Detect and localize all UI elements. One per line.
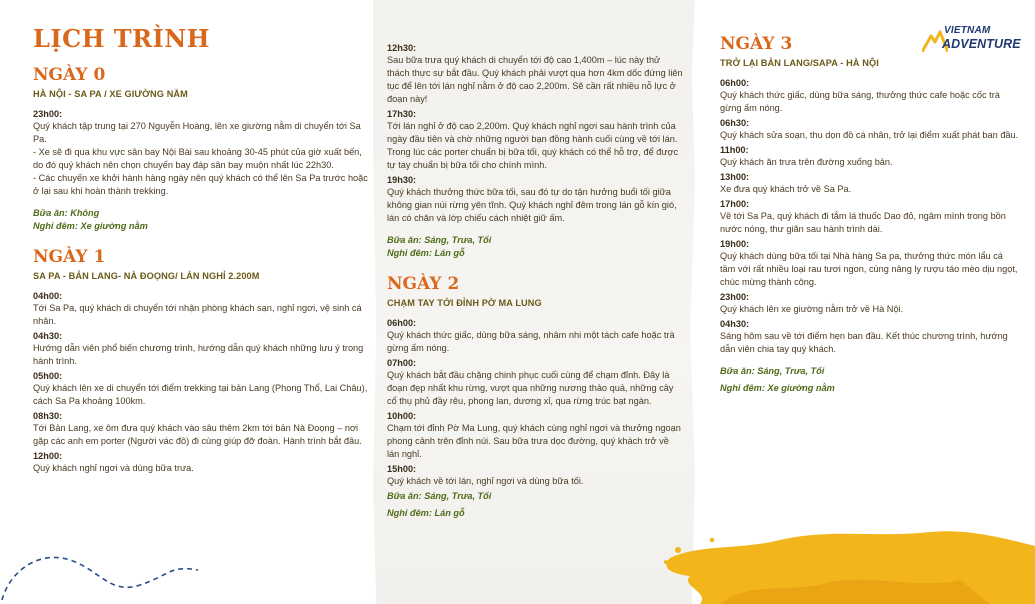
paint-splash-decoration (660, 510, 1035, 604)
entry-text: Quý khách lên xe di chuyển tới điểm trekking tại bản Lang (Phong Thổ, Lai Châu), cách Sa Pa khoảng 100km. (33, 383, 368, 406)
entry-text: Quý khách nghỉ ngơi và dùng bữa trưa. (33, 463, 194, 473)
entry-text: Quý khách sửa soạn, thu dọn đồ cá nhân, trở lại điểm xuất phát ban đầu. (720, 130, 1019, 140)
entry-text: Tới lán nghỉ ở độ cao 2,200m. Quý khách nghỉ ngơi sau hành trình của ngày đầu tiên và chờ những người bạn đồng hành cuối cùng về tới lán. Trong lúc các porter chuẩn bị bữa tối, quý khách có thể hỗ trợ, để được tự tay chuẩn bị bữa tối cho chính mình. (387, 121, 679, 170)
entry-text: Quý khách thức giấc, dùng bữa sáng, nhâm nhi một tách cafe hoặc trà gừng ấm nóng. (387, 330, 675, 353)
column-middle (387, 40, 683, 520)
entry-text: Sáng hôm sau về tới điểm hẹn ban đầu. Kết thúc chương trình, hướng dẫn viên chia tay quý khách. (720, 331, 1008, 354)
entry-time: 07h00: (387, 358, 417, 368)
logo-line-2: ADVENTURE (942, 37, 1021, 51)
logo-line-1: VIETNAM (944, 25, 991, 36)
day-2-title: NGÀY 2 (387, 274, 460, 294)
entry-time: 17h30: (387, 109, 417, 119)
day-0-meals: Bữa ăn: Không (33, 208, 100, 218)
day-2-meals: Bữa ăn: Sáng, Trưa, Tối (387, 491, 492, 501)
day-0-title: NGÀY 0 (33, 65, 106, 85)
entry-text: Quý khách dùng bữa tối tại Nhà hàng Sa pa, thưởng thức món lẩu cá tầm với rất nhiều loại rau tươi ngon, cùng nâng ly rượu táo mèo dịu ngọt, chúc mừng thành công. (720, 251, 1018, 287)
day-3-night: Nghỉ đêm: Xe giường nằm (720, 383, 835, 393)
entry-time: 23h00: (33, 109, 63, 119)
day-0-subtitle: HÀ NỘI - SA PA / XE GIƯỜNG NẰM (33, 89, 188, 99)
entry-line: Quý khách tập trung tại 270 Nguyễn Hoàng, lên xe giường nằm di chuyển tới Sa Pa. - Xe sẽ đi qua khu vực sân bay Nội Bài sau khoảng 30-45 phút của giờ xuất bến, do đó quý khách nên chọn chuyến bay đáp sân bay muộn nhất lúc 22h30. - Các chuyến xe khởi hành hàng ngày nên quý khách có thể lên Sa Pa trước hoặc ở lại sau khi hoàn thành trekking. (33, 121, 368, 196)
entry-text: Về tới Sa Pa, quý khách đi tắm lá thuốc Dao đỏ, ngâm mình trong bồn nước nóng, thư giãn sau hành trình dài. (720, 211, 1006, 234)
entry-time: 10h00: (387, 411, 417, 421)
column-left (33, 24, 368, 475)
entry-text: Sau bữa trưa quý khách di chuyển tới độ cao 1,400m – lúc này thử thách thực sự bắt đầu. Quý khách phải vượt qua hơn 4km dốc đứng liên tục để lên tới lán nghỉ nằm ở độ cao 2,200m. Sẽ cần rất nhiều nỗ lực ở đoạn này! (387, 55, 683, 104)
entry-text: Quý khách ăn trưa trên đường xuống bản. (720, 157, 893, 167)
entry-text: Quý khách thưởng thức bữa tối, sau đó tự do tận hưởng buổi tối giữa không gian núi rừng yên tĩnh. Quý khách nghỉ đêm trong lán gỗ kín gió, lán có chăn và lớp chiếu cách nhiệt giữ ấm. (387, 187, 677, 223)
entry-time: 06h00: (387, 318, 417, 328)
column-right (720, 34, 1020, 395)
entry-text: Chạm tới đỉnh Pờ Ma Lung, quý khách cùng nghỉ ngơi và thưởng ngoạn phong cảnh trên đỉnh núi. Sau bữa trưa dọc đường, quý khách trở về lán nghỉ. (387, 423, 681, 459)
entry-time: 19h30: (387, 175, 417, 185)
entry-text: Tới Sa Pa, quý khách di chuyển tới nhận phòng khách sạn, nghỉ ngơi, vệ sinh cá nhân. (33, 303, 362, 326)
day-3-subtitle: TRỞ LẠI BẢN LANG/SAPA - HÀ NỘI (720, 58, 879, 68)
day-1-meals: Bữa ăn: Sáng, Trưa, Tối (387, 235, 492, 245)
entry-time: 12h30: (387, 43, 417, 53)
entry-text: Quý khách thức giấc, dùng bữa sáng, thưởng thức cafe hoặc cốc trà gừng ấm nóng. (720, 90, 1000, 113)
entry-text: Xe đưa quý khách trở về Sa Pa. (720, 184, 852, 194)
entry-time: 12h00: (33, 451, 63, 461)
entry-time: 19h00: (720, 239, 750, 249)
entry-text: Quý khách lên xe giường nằm trở về Hà Nội. (720, 304, 904, 314)
entry-text: Tới Bản Lang, xe ôm đưa quý khách vào sâu thêm 2km tới bản Nà Đoọng – nơi gặp các anh em porter (Người vác đồ) đi cùng giúp đỡ đoàn. Hành trình bắt đầu. (33, 423, 362, 446)
entry-text: Quý khách bắt đầu chặng chinh phục cuối cùng để chạm đỉnh. Đây là đoạn đẹp nhất khu rừng, vượt qua những nương thảo quả, những cây cổ thụ phủ đầy rêu, phong lan, dương xỉ, qua rừng trúc bạt ngàn. (387, 370, 674, 406)
day-1-title: NGÀY 1 (33, 247, 106, 267)
day-2-night: Nghỉ đêm: Lán gỗ (387, 508, 465, 518)
page-title: LỊCH TRÌNH (33, 24, 210, 53)
entry-text: Quý khách về tới lán, nghỉ ngơi và dùng bữa tối. (387, 476, 584, 486)
entry-time: 11h00: (720, 145, 749, 155)
entry-text (33, 120, 368, 198)
entry-time: 13h00: (720, 172, 750, 182)
day-3-title: NGÀY 3 (720, 34, 793, 54)
entry-time: 08h30: (33, 411, 63, 421)
entry-time: 17h00: (720, 199, 750, 209)
entry-time: 04h00: (33, 291, 63, 301)
entry-time: 04h30: (720, 319, 750, 329)
entry-time: 04h30: (33, 331, 63, 341)
day-0-night: Nghỉ đêm: Xe giường nằm (33, 221, 148, 231)
dashed-trail-decoration (0, 540, 200, 604)
entry-text: Hướng dẫn viên phổ biến chương trình, hướng dẫn quý khách những lưu ý trong hành trình. (33, 343, 364, 366)
day-2-subtitle: CHẠM TAY TỚI ĐỈNH PỜ MA LUNG (387, 298, 542, 308)
day-1-night: Nghỉ đêm: Lán gỗ (387, 248, 465, 258)
day-1-subtitle: SA PA - BẢN LANG- NÀ ĐOỌNG/ LÁN NGHỈ 2.200M (33, 271, 260, 281)
entry-time: 06h00: (720, 78, 750, 88)
day-3-meals: Bữa ăn: Sáng, Trưa, Tối (720, 366, 825, 376)
entry-time: 05h00: (33, 371, 63, 381)
entry-time: 15h00: (387, 464, 417, 474)
entry-time: 23h00: (720, 292, 750, 302)
entry-time: 06h30: (720, 118, 750, 128)
